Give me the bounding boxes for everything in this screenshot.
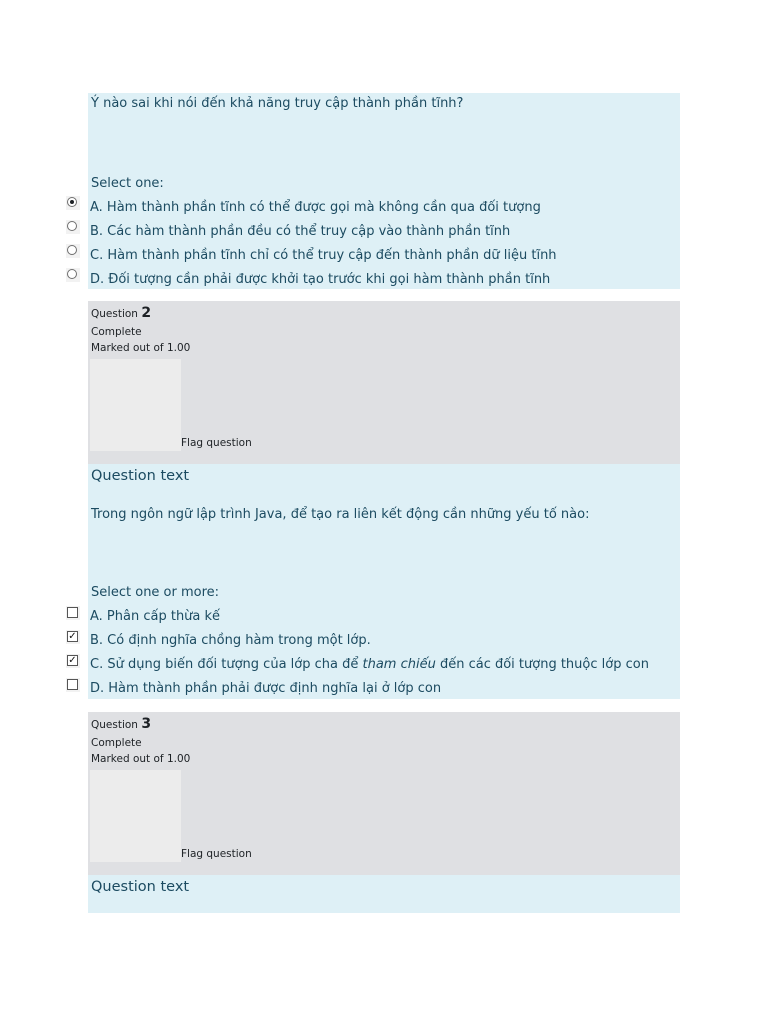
- question-number: [91, 716, 151, 732]
- question-grade: Marked out of 1.00: [91, 342, 191, 354]
- question-state: Complete: [91, 326, 142, 338]
- q1-answer-d[interactable]: D. Đối tượng cần phải được khởi tạo trước khi gọi hàm thành phần tĩnh: [90, 272, 551, 287]
- q1-radio-a[interactable]: [66, 196, 80, 210]
- q1-answer-a[interactable]: A. Hàm thành phần tĩnh có thể được gọi mà không cần qua đối tượng: [90, 200, 541, 215]
- q2-answer-d[interactable]: D. Hàm thành phần phải được định nghĩa lại ở lớp con: [90, 681, 442, 696]
- question-2-content: [88, 464, 680, 699]
- flag-question-link[interactable]: Flag question: [181, 848, 252, 860]
- q2-answer-b[interactable]: B. Có định nghĩa chồng hàm trong một lớp.: [90, 633, 371, 648]
- question-grade: Marked out of 1.00: [91, 753, 191, 765]
- q2-answer-a[interactable]: A. Phân cấp thừa kế: [90, 609, 221, 624]
- q2-answer-c-emphasis: tham chiếu: [362, 657, 436, 672]
- question-3-content: [88, 875, 680, 913]
- q2-checkbox-b[interactable]: ✓: [66, 630, 80, 644]
- question-text-heading: Question text: [91, 879, 190, 895]
- flag-question-box[interactable]: [90, 359, 181, 451]
- question-label: Question: [91, 308, 138, 320]
- q1-radio-d[interactable]: [66, 268, 80, 282]
- select-one-or-more-label: Select one or more:: [91, 585, 220, 600]
- q1-answer-c[interactable]: C. Hàm thành phần tĩnh chỉ có thể truy cập đến thành phần dữ liệu tĩnh: [90, 248, 557, 263]
- q2-answer-c[interactable]: [90, 656, 649, 674]
- question-1-prompt: Ý nào sai khi nói đến khả năng truy cập thành phần tĩnh?: [91, 96, 464, 111]
- question-number-value: 3: [141, 716, 152, 732]
- question-label: Question: [91, 719, 138, 731]
- select-one-label: Select one:: [91, 176, 164, 191]
- flag-question-box[interactable]: [90, 770, 181, 862]
- q2-answer-c-before: C. Sử dụng biến đối tượng của lớp cha để: [90, 657, 363, 672]
- question-2-info: [88, 301, 680, 464]
- q2-checkbox-c[interactable]: ✓: [66, 654, 80, 668]
- question-text-heading: Question text: [91, 468, 190, 484]
- question-state: Complete: [91, 737, 142, 749]
- question-number-value: 2: [141, 305, 152, 321]
- q2-checkbox-a[interactable]: [66, 606, 80, 620]
- q2-checkbox-d[interactable]: [66, 678, 80, 692]
- question-3-info: [88, 712, 680, 875]
- q1-radio-b[interactable]: [66, 220, 80, 234]
- question-2-prompt: Trong ngôn ngữ lập trình Java, để tạo ra liên kết động cần những yếu tố nào:: [91, 507, 590, 522]
- q1-radio-c[interactable]: [66, 244, 80, 258]
- question-number: [91, 305, 151, 321]
- flag-question-link[interactable]: Flag question: [181, 437, 252, 449]
- question-1-content: [88, 93, 680, 289]
- q2-answer-c-after: đến các đối tượng thuộc lớp con: [435, 657, 649, 672]
- q1-answer-b[interactable]: B. Các hàm thành phần đều có thể truy cập vào thành phần tĩnh: [90, 224, 511, 239]
